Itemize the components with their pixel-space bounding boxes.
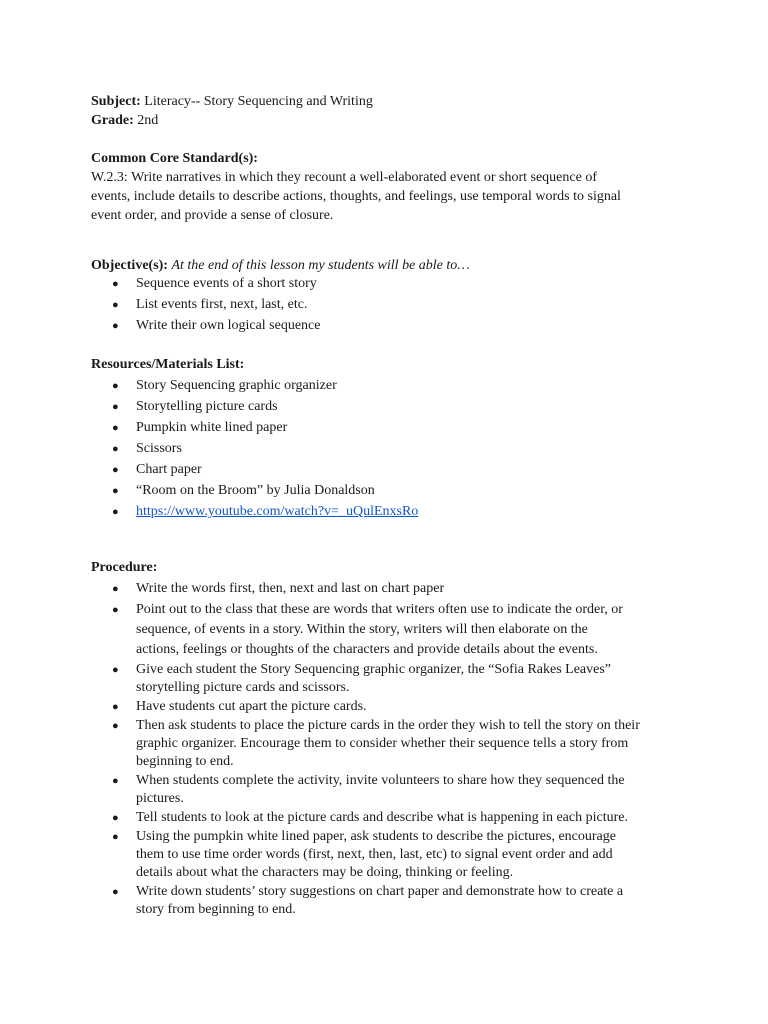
bullet-icon: ● [112, 278, 119, 290]
list-item: ● Pumpkin white lined paper [112, 420, 288, 435]
bullet-icon: ● [112, 320, 119, 332]
resources-heading: Resources/Materials List: [91, 357, 245, 372]
objectives-label: Objective(s): [91, 258, 168, 273]
subject-line [91, 92, 688, 111]
bullet-icon: ● [112, 583, 119, 595]
bullet-icon: ● [112, 831, 119, 843]
bullet-icon: ● [112, 422, 119, 434]
list-item: ● Then ask students to place the picture cards in the order they wish to tell the story on their graphic organizer. Encourage them to consider whether their sequence tells a story from beginning to end. [112, 718, 640, 769]
standards-heading: Common Core Standard(s): [91, 151, 258, 166]
bullet-icon: ● [112, 443, 119, 455]
bullet-icon: ● [112, 812, 119, 824]
grade-label: Grade: [91, 113, 134, 128]
bullet-icon: ● [112, 485, 119, 497]
bullet-icon: ● [112, 401, 119, 413]
objectives-list [91, 275, 688, 335]
list-item: ● Give each student the Story Sequencing graphic organizer, the “Sofia Rakes Leaves” storytelling picture cards and scissors. [112, 662, 612, 695]
list-item: ● Point out to the class that these are words that writers often use to indicate the order, or sequence, of events in a story. Within the story, writers will then elaborate on the actions, feelings or thoughts of the characters and provide details about the events. [112, 602, 623, 657]
list-item: ● Have students cut apart the picture cards. [112, 699, 367, 714]
list-item: ● Story Sequencing graphic organizer [112, 378, 337, 393]
list-item [91, 503, 688, 521]
list-item: ● Chart paper [112, 462, 202, 477]
list-item: ● When students complete the activity, invite volunteers to share how they sequenced the pictures. [112, 773, 625, 806]
bullet-icon: ● [112, 464, 119, 476]
procedure-list [91, 579, 688, 919]
grade-line [91, 111, 688, 130]
standards-line-2: events, include details to describe actions, thoughts, and feelings, use temporal words to signal [91, 189, 621, 204]
list-item: ● “Room on the Broom” by Julia Donaldson [112, 483, 375, 498]
bullet-icon: ● [112, 506, 119, 518]
list-item: ● Storytelling picture cards [112, 399, 278, 414]
list-item: ● Write their own logical sequence [112, 318, 321, 333]
bullet-icon: ● [112, 886, 119, 898]
subject-label: Subject: [91, 94, 141, 109]
bullet-icon: ● [112, 380, 119, 392]
list-item: ● Tell students to look at the picture cards and describe what is happening in each picture. [112, 810, 628, 825]
list-item: ● Write the words first, then, next and last on chart paper [91, 579, 688, 599]
list-item: ● List events first, next, last, etc. [112, 297, 308, 312]
list-item: ● Sequence events of a short story [112, 276, 317, 291]
resources-list [91, 377, 688, 521]
bullet-icon: ● [112, 604, 119, 616]
bullet-icon: ● [112, 775, 119, 787]
procedure-heading: Procedure: [91, 560, 158, 575]
grade-value: 2nd [137, 113, 159, 128]
bullet-icon: ● [112, 720, 119, 732]
objectives-line [91, 256, 688, 275]
bullet-icon: ● [112, 299, 119, 311]
bullet-icon: ● [112, 664, 119, 676]
list-item: ● Using the pumpkin white lined paper, ask students to describe the pictures, encourage them to use time order words (first, next, then, last, etc) to signal event order and add details about what the characters may be doing, thinking or feeling. [112, 829, 616, 880]
objectives-intro: At the end of this lesson my students will be able to… [171, 258, 470, 273]
standards-line-1: W.2.3: Write narratives in which they recount a well-elaborated event or short sequence of [91, 170, 597, 185]
subject-value: Literacy-- Story Sequencing and Writing [144, 94, 373, 109]
list-item: ● Scissors [112, 441, 182, 456]
bullet-icon: ● [112, 701, 119, 713]
standards-line-3: event order, and provide a sense of closure. [91, 208, 334, 223]
list-item: ● Write down students’ story suggestions on chart paper and demonstrate how to create a story from beginning to end. [112, 884, 624, 917]
youtube-link[interactable]: https://www.youtube.com/watch?v=_uQulEnxsRo [136, 504, 419, 519]
